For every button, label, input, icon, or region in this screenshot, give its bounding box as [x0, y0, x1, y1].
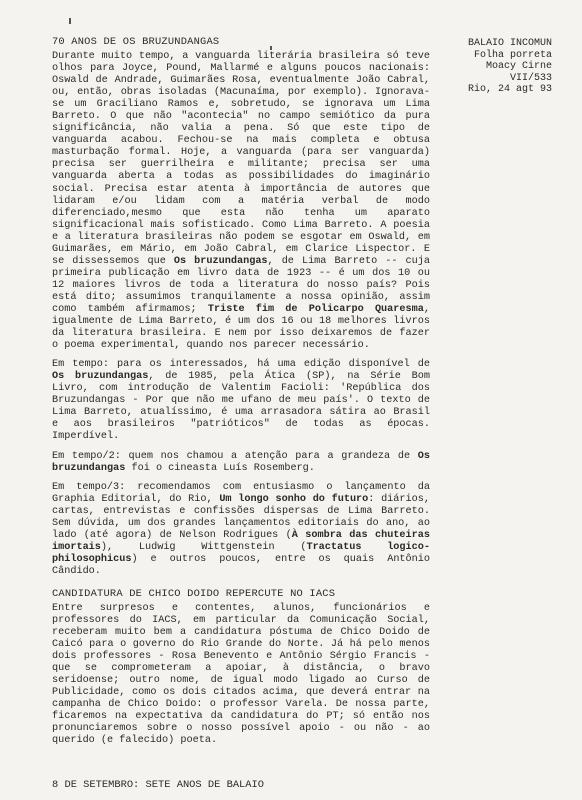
- paragraph-text: ) e outros poucos, entre os quais Antônio Cândido.: [52, 553, 430, 577]
- paragraph-text: foi o cineasta Luís Rosemberg.: [125, 462, 315, 474]
- book-title: À sombra das chuteiras imortais: [52, 529, 430, 553]
- paragraph-text: Em tempo: para os interessados, há uma edição disponível de: [52, 359, 430, 371]
- main-column: [52, 36, 430, 755]
- book-title: Os bruzundangas: [173, 255, 268, 267]
- book-title: Um longo sonho do futuro: [219, 493, 369, 505]
- masthead-subtitle: Folha porreta: [473, 49, 552, 61]
- article-title-balaio-anniversary: 8 DE SETEMBRO: SETE ANOS DE BALAIO: [52, 779, 265, 791]
- book-title: Triste fim de Policarpo Quaresma: [207, 303, 424, 315]
- ink-mark: [69, 18, 71, 24]
- book-title: Tractatus logico-philosophicus: [52, 541, 430, 565]
- article-title-bruzundangas: 70 ANOS DE OS BRUZUNDANGAS: [52, 36, 220, 48]
- paragraph-text: , igualmente de Lima Barreto, é um dos 16 ou 18 melhores livros da literatura brasileira. E nem por isso deixaremos de fazer o poema experimental, quando nos parecer necessário.: [52, 303, 430, 352]
- article-paragraph: [52, 482, 430, 578]
- paragraph-text: Em tempo/2: quem nos chamou a atenção para a grandeza de: [52, 450, 418, 462]
- masthead: [440, 38, 552, 96]
- paragraph-text: , de Lima Barreto -- cuja primeira publicação em livro data de 1923 -- é um dos 10 ou 12 maiores livros de toda a literatura do nosso país? Pois está dito; assumimos tranquilamente a nossa opinião, assim como também afirmamos;: [52, 255, 430, 315]
- article-paragraph: [52, 51, 430, 352]
- paragraph-text: : diários, cartas, entrevistas e confissões dispersas de Lima Barreto. Sem dúvida, um dos grandes lançamentos editoriais do ano, ao lado (até agora) de Nelson Rodrigues (: [52, 493, 430, 541]
- paragraph-text: Em tempo/3: recomendamos com entusiasmo o lançamento da Graphia Editorial, do Rio,: [52, 481, 430, 505]
- paragraph-text: , de 1985, pela Ática (SP), na Série Bom Livro, com introdução de Valentim Facioli: 'República dos Bruzundangas - Por que não me ufano de meu país'. O texto de Lima Barreto, atualíssimo, é uma arrasadora sátira ao Brasil e aos brasileiros "patrióticos" de todas as épocas. Imperdível.: [52, 371, 430, 443]
- article-paragraph: Entre surpresos e contentes, alunos, funcionários e professores do IACS, em particular da Comunicação Social, receberam muito bem a candidatura póstuma de Chico Doido de Caicó para o governo do Rio Grande do Norte. Já há pelo menos dois professores - Rosa Benevento e Antônio Sérgio Francis - que se comprometeram a apoiar, à distância, o bravo seridoense; outro nome, de igual modo ligado ao Curso de Publicidade, como os dois citados acima, que deverá entrar na campanha de Chico Doido: o professor Varela. De nossa parte, ficaremos na expectativa da candidatura do PT; só então nos pronunciaremos sobre o nosso possível apoio - ou não - ao querido (e falecido) poeta.: [52, 602, 430, 747]
- paragraph-text: ), Ludwig Wittgenstein (: [100, 541, 307, 553]
- masthead-date: Rio, 24 agt 93: [467, 84, 552, 96]
- book-title: Os bruzundangas: [52, 450, 430, 474]
- article-paragraph: [52, 359, 430, 443]
- masthead-issue: VII/533: [509, 72, 552, 84]
- article-paragraph: [52, 451, 430, 475]
- article-title-chico-doido: CANDIDATURA DE CHICO DOIDO REPERCUTE NO IACS: [52, 587, 336, 600]
- paragraph-text: Durante muito tempo, a vanguarda literária brasileira só teve olhos para Joyce, Pound, Mallarmé e alguns poucos nacionais: Oswald de Andrade, Guimarães Rosa, eventualmente João Cabral, ou, então, obras isoladas (Macunaíma, por exemplo). Ignorava-se um Graciliano Ramos e, sobretudo, se ignorava um Lima Barreto. O que não "acontecia" no campo semiótico da pura significância, não valia a pena. Só que este tipo de vanguarda acabou. Fechou-se na mais completa e obtusa masturbação formal. Hoje, a vanguarda (para ser vanguarda) precisa ser guerrilheira e militante; precisa ser uma vanguarda aberta a todas as possibilidades do imaginário social. Precisa estar atenta à importância de autores que lidaram e/ou lidam com a matéria verbal de modo diferenciado,mesmo que esta não tenha um aparato significacional mais sofisticado. Como Lima Barreto. A poesia e a literatura brasileiras não podem se esgotar em Oswald, em Guimarães, em Mário, em João Cabral, em Clarice Lispector. E se dissessemos que: [52, 51, 430, 267]
- masthead-author: Moacy Cirne: [485, 61, 552, 73]
- masthead-title: BALAIO INCOMUN: [467, 38, 552, 49]
- book-title: Os bruzundangas: [52, 371, 149, 383]
